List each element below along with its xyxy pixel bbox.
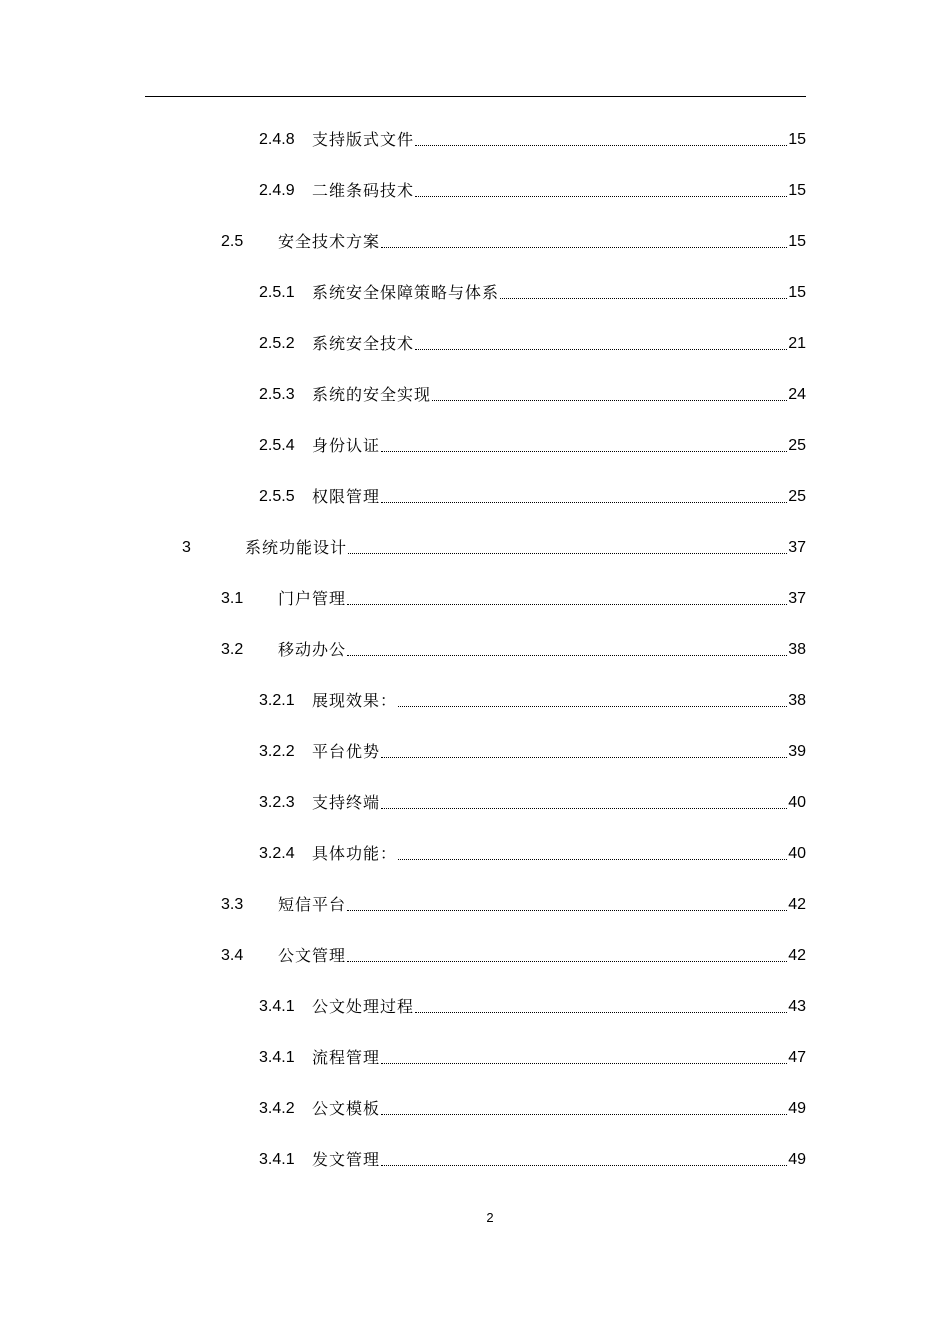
- toc-entry[interactable]: [221, 636, 806, 660]
- toc-entry[interactable]: [259, 381, 806, 405]
- toc-entry-number: 3.4.1: [259, 998, 295, 1015]
- page-number: 2: [486, 1210, 494, 1225]
- toc-dot-leader: [415, 334, 787, 354]
- toc-entry-title: 公文模板: [312, 1099, 381, 1118]
- toc-entry[interactable]: [259, 483, 806, 507]
- toc-dot-leader: [381, 793, 787, 813]
- header-rule: [145, 96, 806, 97]
- toc-dot-leader: [415, 997, 787, 1017]
- toc-entry[interactable]: [221, 891, 806, 915]
- toc-entry[interactable]: [259, 738, 806, 762]
- toc-entry-title: 身份认证: [312, 436, 381, 455]
- toc-entry-number: 3: [182, 539, 191, 556]
- toc-dot-leader: [432, 385, 787, 405]
- toc-entry-title: 支持终端: [312, 793, 381, 812]
- toc-entry-number: 3.4.1: [259, 1151, 295, 1168]
- toc-entry-title: 二维条码技术: [312, 181, 415, 200]
- toc-dot-leader: [381, 1099, 787, 1119]
- toc-entry[interactable]: [259, 993, 806, 1017]
- toc-entry[interactable]: [259, 1095, 806, 1119]
- toc-entry-page: 40: [788, 794, 806, 811]
- toc-entry-number: 3.4: [221, 947, 244, 964]
- toc-entry-title: 门户管理: [278, 589, 347, 608]
- toc-entry-page: 15: [788, 131, 806, 148]
- toc-entry-page: 24: [788, 386, 806, 403]
- toc-entry-number: 2.4.9: [259, 182, 295, 199]
- toc-entry-page: 25: [788, 488, 806, 505]
- toc-entry-title: 安全技术方案: [278, 232, 381, 251]
- toc-entry-number: 3.4.1: [259, 1049, 295, 1066]
- toc-entry[interactable]: [259, 840, 806, 864]
- toc-entry-title: 移动办公: [278, 640, 347, 659]
- toc-entry-title: 系统安全保障策略与体系: [312, 283, 500, 302]
- toc-entry-page: 39: [788, 743, 806, 760]
- toc-entry-page: 15: [788, 284, 806, 301]
- toc-entry-number: 3.2.3: [259, 794, 295, 811]
- toc-entry-number: 2.5.4: [259, 437, 295, 454]
- toc-dot-leader: [381, 742, 787, 762]
- toc-entry[interactable]: [259, 432, 806, 456]
- toc-dot-leader: [347, 640, 787, 660]
- toc-entry-title: 系统安全技术: [312, 334, 415, 353]
- toc-entry-page: 37: [788, 590, 806, 607]
- toc-dot-leader: [500, 283, 787, 303]
- toc-dot-leader: [347, 946, 787, 966]
- toc-dot-leader: [381, 232, 787, 252]
- toc-entry-title: 公文处理过程: [312, 997, 415, 1016]
- toc-entry-page: 47: [788, 1049, 806, 1066]
- toc-entry-page: 43: [788, 998, 806, 1015]
- toc-entry[interactable]: [259, 126, 806, 150]
- toc-entry-number: 3.2.1: [259, 692, 295, 709]
- toc-entry-number: 3.2.4: [259, 845, 295, 862]
- toc-entry[interactable]: [259, 279, 806, 303]
- toc-entry[interactable]: [259, 1044, 806, 1068]
- toc-entry-number: 3.3: [221, 896, 244, 913]
- toc-dot-leader: [415, 130, 787, 150]
- toc-dot-leader: [347, 895, 787, 915]
- toc-entry-page: 15: [788, 233, 806, 250]
- toc-entry[interactable]: [259, 177, 806, 201]
- toc-entry[interactable]: [221, 228, 806, 252]
- toc-entry-page: 49: [788, 1100, 806, 1117]
- toc-entry-page: 25: [788, 437, 806, 454]
- toc-entry-title: 流程管理: [312, 1048, 381, 1067]
- toc-entry-page: 37: [788, 539, 806, 556]
- toc-entry-title: 支持版式文件: [312, 130, 415, 149]
- toc-dot-leader: [398, 844, 787, 864]
- toc-entry-page: 15: [788, 182, 806, 199]
- toc-dot-leader: [415, 181, 787, 201]
- toc-entry-number: 3.2: [221, 641, 244, 658]
- toc-entry-number: 2.5: [221, 233, 244, 250]
- toc-entry-page: 38: [788, 692, 806, 709]
- toc-entry-page: 42: [788, 896, 806, 913]
- toc-dot-leader: [381, 1048, 787, 1068]
- toc-entry-title: 短信平台: [278, 895, 347, 914]
- toc-entry[interactable]: [259, 789, 806, 813]
- toc-dot-leader: [381, 436, 787, 456]
- toc-entry[interactable]: [259, 330, 806, 354]
- toc-entry-number: 2.4.8: [259, 131, 295, 148]
- toc-entry-number: 3.2.2: [259, 743, 295, 760]
- toc-entry-number: 3.4.2: [259, 1100, 295, 1117]
- toc-entry-number: 3.1: [221, 590, 244, 607]
- toc-entry-title: 发文管理: [312, 1150, 381, 1169]
- toc-entry[interactable]: [221, 585, 806, 609]
- toc-entry-title: 权限管理: [312, 487, 381, 506]
- toc-dot-leader: [381, 487, 787, 507]
- toc-entry-page: 38: [788, 641, 806, 658]
- toc-entry-title: 平台优势: [312, 742, 381, 761]
- toc-entry-title: 公文管理: [278, 946, 347, 965]
- toc-entry-page: 49: [788, 1151, 806, 1168]
- toc-dot-leader: [348, 538, 787, 558]
- toc-entry-title: 系统的安全实现: [312, 385, 432, 404]
- toc-dot-leader: [347, 589, 787, 609]
- toc-entry-title: 展现效果：: [312, 691, 398, 710]
- toc-entry-number: 2.5.3: [259, 386, 295, 403]
- toc-entry-page: 21: [788, 335, 806, 352]
- toc-entry-page: 42: [788, 947, 806, 964]
- toc-dot-leader: [398, 691, 787, 711]
- toc-entry-title: 具体功能：: [312, 844, 398, 863]
- toc-entry-number: 2.5.2: [259, 335, 295, 352]
- toc-dot-leader: [381, 1150, 787, 1170]
- toc-entry[interactable]: [182, 534, 806, 558]
- toc-entry[interactable]: [259, 687, 806, 711]
- toc-entry[interactable]: [221, 942, 806, 966]
- toc-entry[interactable]: [259, 1146, 806, 1170]
- toc-entry-page: 40: [788, 845, 806, 862]
- toc-entry-title: 系统功能设计: [245, 538, 348, 557]
- toc-entry-number: 2.5.1: [259, 284, 295, 301]
- toc-entry-number: 2.5.5: [259, 488, 295, 505]
